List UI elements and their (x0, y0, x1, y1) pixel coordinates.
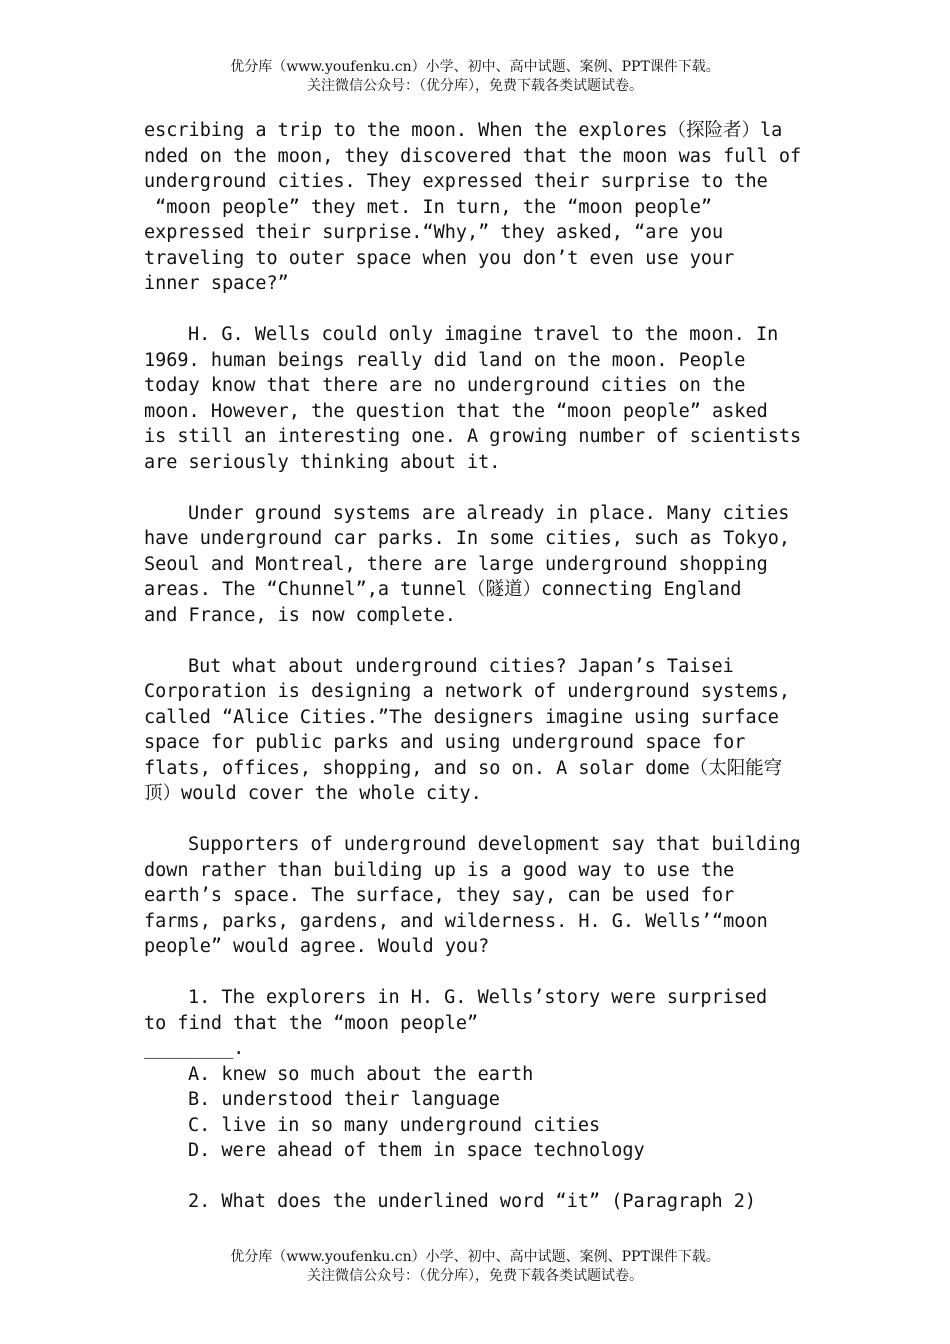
text-line: 顶）would cover the whole city. (144, 783, 482, 804)
option-c: C. live in so many underground cities (188, 1114, 601, 1136)
question-stem: 2. What does the underlined word “it” (Paragraph 2) (188, 1191, 757, 1212)
footer-line-1: 优分库（www.youfenku.cn）小学、初中、高中试题、案例、PPT课件下载。 (230, 1249, 720, 1265)
question-1 (144, 985, 824, 1164)
text-line: space for public parks and using underground space for (144, 732, 746, 753)
text-line: is still an interesting one. A growing number of scientists (144, 426, 802, 447)
text-line: moon. However, the question that the “moon people” asked (144, 400, 768, 422)
paragraph-1 (144, 118, 824, 297)
page-header (0, 58, 950, 96)
text-line: have underground car parks. In some cities, such as Tokyo, (144, 528, 791, 549)
text-line: “moon people” they met. In turn, the “moon people” (144, 196, 713, 218)
text-line: down rather than building up is a good way to use the (144, 859, 735, 881)
document-body (144, 118, 824, 1215)
text-line: traveling to outer space when you don’t even use your (144, 247, 735, 269)
text-line: today know that there are no underground cities on the (144, 375, 746, 396)
answer-blank: ________. (144, 1038, 245, 1059)
text-line: 1969. human beings really did land on the moon. People (144, 349, 746, 371)
text-line: people” would agree. Would you? (144, 936, 490, 957)
footer-line-2: 关注微信公众号：（优分库），免费下载各类试题试卷。 (307, 1268, 643, 1284)
paragraph-4 (144, 654, 824, 807)
question-stem: 1. The explorers in H. G. Wells’story were surprised (188, 987, 768, 1008)
page-footer (0, 1248, 950, 1286)
option-d: D. were ahead of them in space technology (188, 1140, 645, 1161)
text-line: flats, offices, shopping, and so on. A solar dome（太阳能穹 (144, 757, 783, 779)
text-line: areas. The “Chunnel”,a tunnel（隧道）connecting England (144, 579, 742, 600)
text-line: earth’s space. The surface, they say, can be used for (144, 885, 735, 906)
option-a: A. knew so much about the earth (188, 1063, 534, 1085)
question-stem: to find that the “moon people” (144, 1012, 479, 1034)
header-line-2: 关注微信公众号：（优分库），免费下载各类试题试卷。 (307, 78, 643, 94)
paragraph-2 (144, 322, 824, 475)
header-line-1: 优分库（www.youfenku.cn）小学、初中、高中试题、案例、PPT课件下载。 (230, 59, 720, 75)
option-b: B. understood their language (188, 1089, 500, 1110)
text-line: farms, parks, gardens, and wilderness. H. G. Wells’“moon (144, 910, 768, 932)
text-line: and France, is now complete. (144, 604, 456, 626)
text-line: escribing a trip to the moon. When the explores（探险者）la (144, 120, 783, 141)
text-line: Seoul and Montreal, there are large underground shopping (144, 553, 768, 575)
text-line: Under ground systems are already in place. Many cities (188, 502, 790, 524)
text-line: underground cities. They expressed their surprise to the (144, 171, 768, 192)
paragraph-5 (144, 832, 824, 960)
text-line: are seriously thinking about it. (144, 451, 501, 473)
text-line: But what about underground cities? Japan’s Taisei (188, 655, 734, 677)
text-line: inner space?” (144, 273, 289, 294)
text-line: H. G. Wells could only imagine travel to the moon. In (188, 324, 779, 345)
question-2 (144, 1189, 824, 1215)
text-line: called “Alice Cities.”The designers imagine using surface (144, 706, 779, 728)
paragraph-3 (144, 501, 824, 629)
text-line: Corporation is designing a network of underground systems, (144, 681, 791, 702)
text-line: nded on the moon, they discovered that the moon was full of (144, 145, 802, 167)
text-line: Supporters of underground development say that building (188, 834, 801, 855)
text-line: expressed their surprise.“Why,” they asked, “are you (144, 222, 724, 243)
